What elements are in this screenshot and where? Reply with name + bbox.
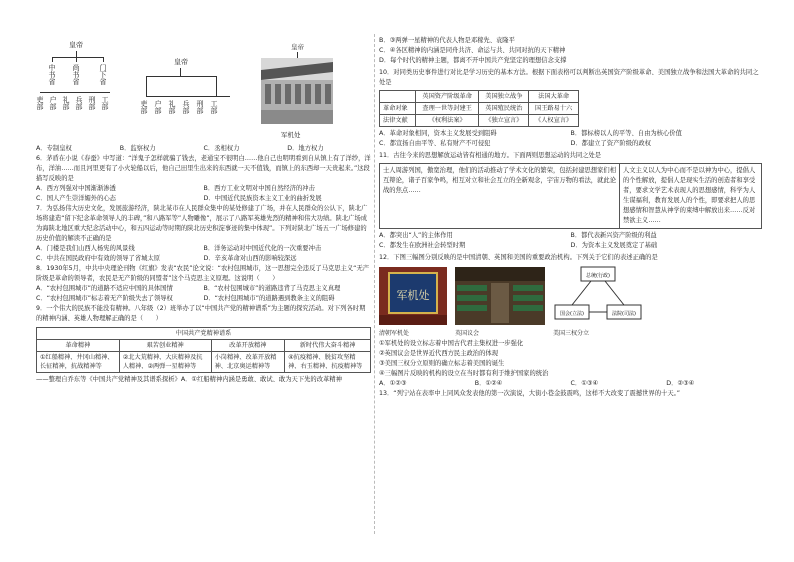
option: C．都发生在欧洲社会转型时期 xyxy=(379,242,466,249)
option: C．国人产生崇洋媚外的心态 xyxy=(36,195,116,202)
junjichu-plaque-photo xyxy=(379,267,447,325)
q6-options xyxy=(36,184,371,204)
statement: ②英国议会是世界近代西方民主政治的体现 xyxy=(379,350,498,357)
statement: ④三幅图片反映的机构的设立在当时都有利于维护国家的统治 xyxy=(379,370,549,377)
spirit-spectrum-table xyxy=(36,327,371,373)
option: C．“农村包围城市”标志着无产阶级失去了领导权 xyxy=(36,295,173,302)
option: A．西方列强对中国渐渐渗透 xyxy=(36,185,116,192)
table-header: 美国独立战争 xyxy=(479,91,529,103)
parliament-photo xyxy=(455,267,545,325)
junjichu-figure xyxy=(241,36,336,140)
table-header: 英国资产阶级革命 xyxy=(415,91,479,103)
option: D．“农村包围城市”的道路遇到教条主义的阻碍 xyxy=(203,295,335,302)
q7-stem: 7．为弘扬伟大历史文化，发展旅游经济，陕北某市在人民群众集中的某处修建了广场，并在人民群众的公认下，陕北广场将建造“留下纪念革命领导人的丰碑，”和八路军等”人物雕像”，展示了八路军英雄先烈的精神和伟大功绩。陕北广场成为海陕北地区重大纪念活动中心，和五四运动等时期的陕北历史积淀事迹的集中体现”。下列对陕北广场五一广场修建的历史价值的解读不正确的是 xyxy=(36,205,368,242)
table-cell: 小岗精神、改革开放精神、北京奥运精神等 xyxy=(211,352,284,373)
option: D．②③④ xyxy=(666,380,695,387)
option: B．监察权力 xyxy=(119,145,156,152)
table-header: 新时代伟大奋斗精神 xyxy=(285,340,371,352)
picture-label: 英国议会 xyxy=(455,330,480,337)
separation-of-powers-diagram xyxy=(553,265,643,325)
q5-options xyxy=(36,144,371,154)
diagram-node: 法院(司法) xyxy=(612,311,636,317)
option: D．地方权力 xyxy=(287,145,324,152)
table-cell: 革命对象 xyxy=(380,103,416,115)
ministry-label: 户部 xyxy=(49,96,57,110)
table-cell: 《人权宣言》 xyxy=(529,115,579,127)
option: B．①②④ xyxy=(474,380,503,387)
ministry-label: 吏部 xyxy=(36,96,44,110)
picture-label: 美国三权分立 xyxy=(553,330,590,337)
q9-stem: 9．一个伟大的民族不能没有精神。八年级（2）班举办了以“中国共产党的精神谱系”为主题的探究活动。对下列各时期的精神内涵、英雄人物理解正确的是（ ） xyxy=(36,305,366,322)
option: B．都代表新兴资产阶级的利益 xyxy=(570,232,657,239)
option: D．都建立了资产阶级的政权 xyxy=(570,140,651,147)
statement: ③美国三权分立原则的确立标志着美国的诞生 xyxy=(379,360,505,367)
q11-materials xyxy=(379,163,762,229)
option: C．丞相权力 xyxy=(203,145,240,152)
q6-stem: 6．茅盾在小说《春蚕》中写道：“洋鬼子怎样就骗了钱去，老通宝不很明白……他自己也明明看到自从镇上有了洋纱，洋布，洋油……而且河里更有了小火轮船以后，他自己田里生出来的东西就一天不值钱，而镇上的东西却一天贵起来。”这段描写反映的是 xyxy=(36,155,371,182)
diagram-node: 国会(立法) xyxy=(560,311,584,317)
dept-label: 中书省 xyxy=(48,64,56,85)
option: A．革命对象相同，资本主义发展受到阻碍 xyxy=(379,130,497,137)
three-depts-six-ministries-chart xyxy=(36,36,131,136)
ministry-label: 兵部 xyxy=(75,96,83,110)
ministry-label: 工部 xyxy=(101,96,109,110)
table-cell: 英国殖民统治 xyxy=(479,103,529,115)
picture-label: 清朝军机处 xyxy=(379,330,410,337)
q8-stem: 8．1930年5月，中共中央理论刊物《红旗》发表“农民”论文说：“农村包围城市，这一思想完全违反了马克思主义“无产阶级是革命的领导者，农民是无产阶级的同盟者”这个马克思主义原理。这说明（ ） xyxy=(36,265,370,282)
option: B．③两弹一星精神的代表人物是邓稼先、袁隆平 xyxy=(379,37,515,44)
ministry-label: 礼部 xyxy=(168,100,176,114)
option: C．④各区精神的内涵是同舟共济、命运与共、共同对抗的天下精神 xyxy=(379,47,566,54)
table-header: 法国大革命 xyxy=(529,91,579,103)
right-column xyxy=(379,36,762,399)
dept-label: 尚书省 xyxy=(72,64,80,85)
ministry-label: 兵部 xyxy=(182,100,190,114)
table-cell: ④抗疫精神、脱贫攻坚精神、右玉精神、抗疫精神等 xyxy=(285,352,371,373)
source-note: ——整理自乔东等《中国共产党精神及其谱系探析》A．①红船精神内涵是勇敢、敢试、敢为天下先的改革精神 xyxy=(36,376,342,383)
diagram-node: 总统(行政) xyxy=(586,273,610,279)
figure-row xyxy=(36,36,371,142)
ministry-label: 户部 xyxy=(154,100,162,114)
option: A．都突出“人”的主体作用 xyxy=(379,232,453,239)
table-cell: 国王路易十六 xyxy=(529,103,579,115)
junjichu-caption: 军机处 xyxy=(281,131,301,139)
option: C．都宣扬自由平等、私有财产不可侵犯 xyxy=(379,140,491,147)
option: C．①③④ xyxy=(570,380,599,387)
revolutions-table xyxy=(379,90,579,127)
option: D．每个时代的精神主题，都离不开中国共产党坚定的理想信念支撑 xyxy=(379,57,567,64)
dept-label: 门下省 xyxy=(99,64,107,85)
q10-stem: 10．对同类历史事件进行对比是学习历史的基本方法。根据下面表格可以判断出英国资产阶级革命、美国独立战争和法国大革命的共同之处是 xyxy=(379,69,759,86)
option: B．西方工业文明对中国自然经济的冲击 xyxy=(203,185,315,192)
table-cell: 《独立宣言》 xyxy=(479,115,529,127)
ministry-label: 刑部 xyxy=(88,96,96,110)
emperor-label: 皇帝 xyxy=(69,41,83,49)
column-divider xyxy=(374,34,375,534)
q7-options xyxy=(36,244,371,264)
table-title: 中国共产党精神谱系 xyxy=(37,328,371,340)
table-header: 改革开放精神 xyxy=(211,340,284,352)
table-cell: 《权利法案》 xyxy=(415,115,479,127)
q13-stem: 13．“列宁站在表率中上同风众发表他的第一次演说，大街小巷金鼓震鸣，这样不大改变了震撼世界的十天。” xyxy=(379,390,681,397)
ministry-label: 礼部 xyxy=(62,96,70,110)
emperor-label: 皇帝 xyxy=(174,58,188,66)
q12-stem: 12．下图三幅图分别反映的是中国清朝、英国和美国的重要政治机构。下列关于它们的表述正确的是 xyxy=(379,254,658,261)
material-box-1: 士人周游列国，傲宽治理，他们的活动推动了学术文化的繁荣，包括封建思想家们相互辩论，诸子百家争鸣，相互对立和社会互立的全新观念，宇宙万物的看法，就此论战的焦点…… xyxy=(379,163,620,229)
q12-pictures xyxy=(379,265,762,339)
table-cell: ①红船精神、井冈山精神、长征精神，抗战精神等 xyxy=(37,352,120,373)
option: D．为资本主义发展奠定了基础 xyxy=(570,242,658,249)
option: C．中共在国民政府中有效的领导了省城太原 xyxy=(36,255,161,262)
option: B．“农村包围城市”的道路违背了马克思主义真理 xyxy=(203,285,341,292)
option: B．洋务运动对中国近代化的一次重要冲击 xyxy=(203,245,322,252)
option: A．专制皇权 xyxy=(36,145,72,152)
six-ministries-chart xyxy=(138,36,238,136)
q10-options xyxy=(379,129,762,149)
q11-options xyxy=(379,231,762,251)
statement: ①军机处的设立标志着中国古代君主集权进一步强化 xyxy=(379,340,524,347)
q12-options xyxy=(379,379,762,389)
option: A．①②③ xyxy=(379,380,407,387)
ministry-label: 工部 xyxy=(210,100,218,114)
ministry-label: 刑部 xyxy=(196,100,204,114)
option: D．辛亥革命对山西的影响较深远 xyxy=(203,255,297,262)
material-box-2: 人文主义以人为中心而不是以神为中心，提倡人的个性解放，提倡人是现实生活的创造者和享受者，要求文学艺术表现人的思想感情，科学为人生谋福利，教育发展人的个性，即要求把人的思想感情和智慧从神学的束缚中解放出来……反对禁欲主义…… xyxy=(620,163,762,229)
parliament-figure xyxy=(455,267,545,339)
table-cell: 法律文献 xyxy=(380,115,416,127)
q8-options xyxy=(36,284,371,304)
plaque-sign: 军机处 xyxy=(396,289,430,302)
option: A．门楼是我们山西人杨宪的风景线 xyxy=(36,245,135,252)
junjichu-plaque-figure xyxy=(379,267,447,339)
option: D．中国近代民族资本主义工业的曲折发展 xyxy=(203,195,322,202)
left-column xyxy=(36,36,371,385)
junjichu-photo xyxy=(261,58,333,124)
option: B．都标榜以人的平等、自由为核心价值 xyxy=(570,130,682,137)
table-header: 艰苦创业精神 xyxy=(119,340,211,352)
separation-of-powers-figure xyxy=(553,265,643,339)
option: A．“农村包围城市”的道路不适应中国的具体国情 xyxy=(36,285,173,292)
table-cell: 查理一世等封建王 xyxy=(415,103,479,115)
table-header xyxy=(380,91,416,103)
table-cell: ②北大荒精神、大庆精神及抗人精神、②两弹一星精神等 xyxy=(119,352,211,373)
table-header: 革命精神 xyxy=(37,340,120,352)
ministry-label: 吏部 xyxy=(140,100,148,114)
q11-stem: 11．古往今来的思想解放运动皆有相通的地方。下面两则思想运动的共同之处是 xyxy=(379,152,602,159)
emperor-label: 皇帝 xyxy=(291,43,304,51)
